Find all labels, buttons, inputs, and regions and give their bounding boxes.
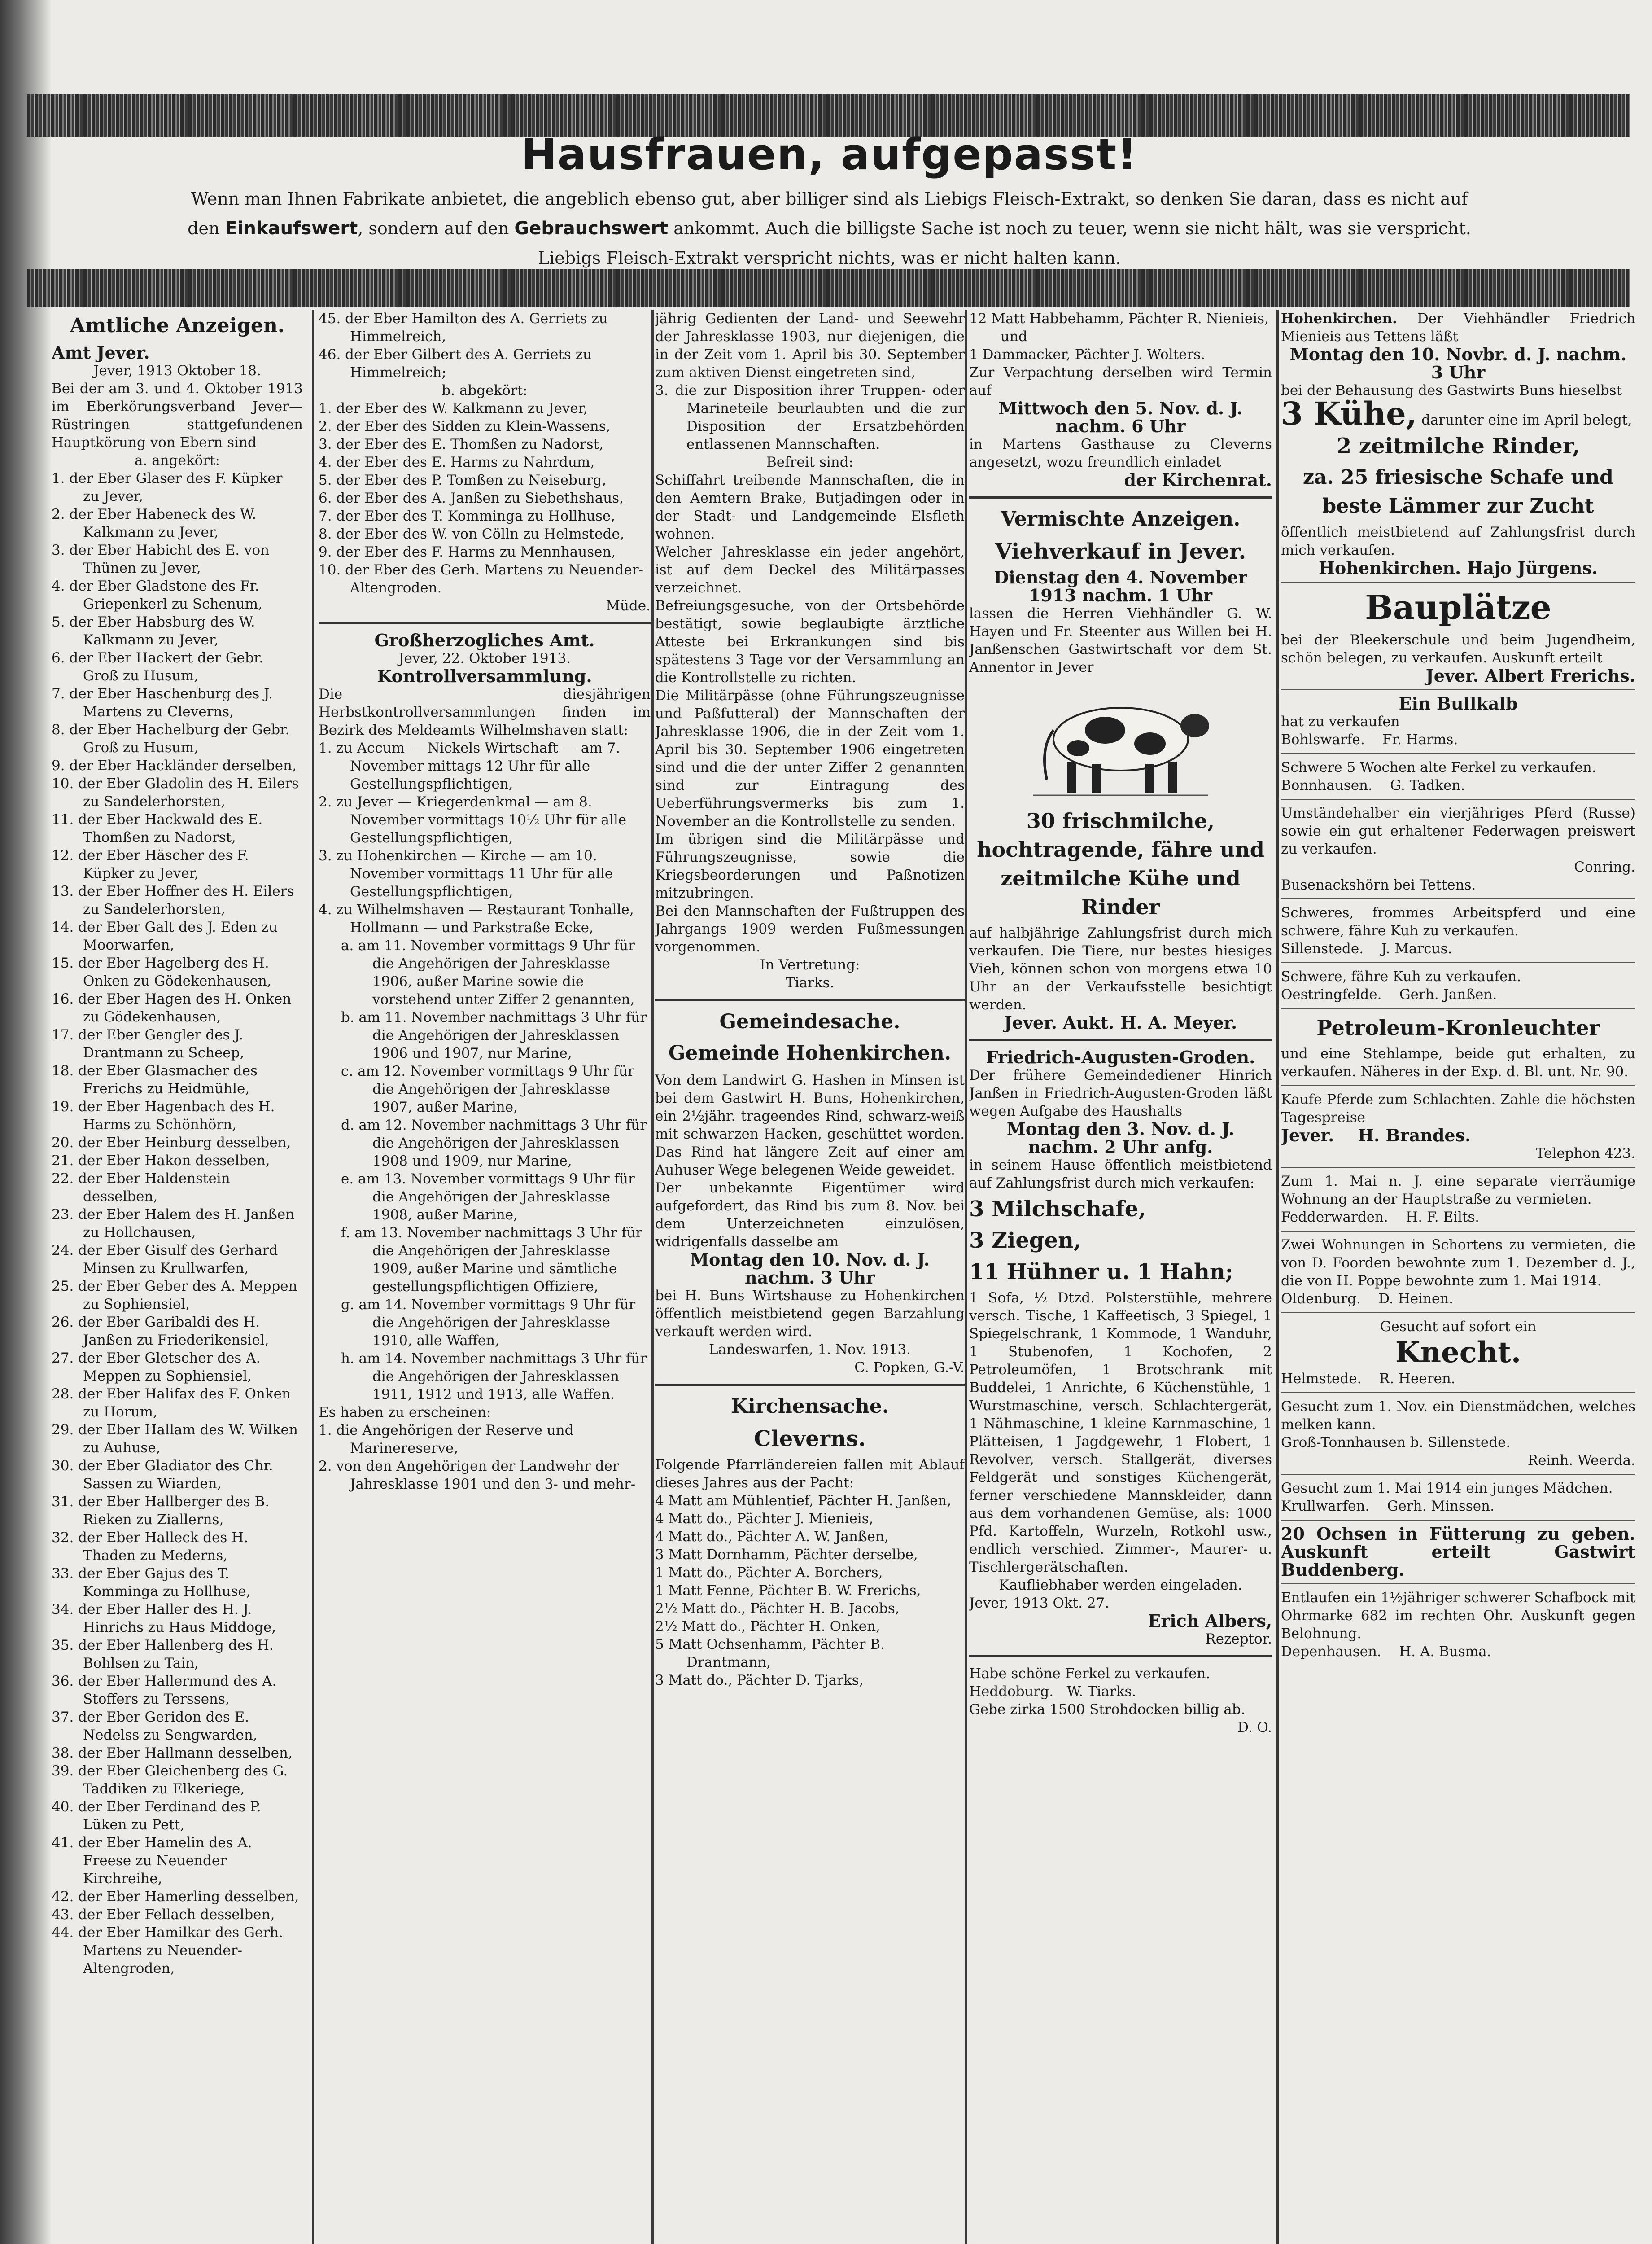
paragraph: Entlaufen ein 1½jähriger schwerer Schafbock mit Ohrmarke 682 im rechten Ohr. Auskunft gegen Belohnung. xyxy=(1281,1590,1635,1642)
list-item: 35. der Eber Hallenberg des H. Bohlsen zu Tain, xyxy=(52,1637,274,1671)
separator xyxy=(1281,753,1635,754)
signature: Jever. Aukt. H. A. Meyer. xyxy=(1004,1012,1237,1033)
section-heading: Vermischte Anzeigen. xyxy=(1001,508,1241,530)
list-item: 34. der Eber Haller des H. J. Hinrichs zu Haus Middoge, xyxy=(52,1601,276,1635)
separator xyxy=(1281,898,1635,899)
paragraph: Gebe zirka 1500 Strohdocken billig ab. xyxy=(969,1701,1246,1718)
section-heading: Amtliche Anzeigen. xyxy=(70,314,285,337)
list-item: 4. zu Wilhelmshaven — Restaurant Tonhalle, Hollmann — und Parkstraße Ecke, xyxy=(319,902,634,936)
paragraph: bei H. Buns Wirtshause zu Hohenkirchen öffentlich meistbietend gegen Barzahlung verkauft werden wird. xyxy=(655,1288,965,1340)
event-date: Montag den 10. Novbr. d. J. nachm. 3 Uhr xyxy=(1289,344,1627,382)
ad-title: 20 Ochsen in Fütterung zu geben. Auskunft erteilt Gastwirt Buddenberg. xyxy=(1281,1524,1635,1580)
column-rule xyxy=(965,310,967,2244)
sub-heading: a. angekört: xyxy=(135,452,220,469)
paragraph: Zum 1. Mai n. J. eine separate vierräumige Wohnung an der Hauptstraße zu vermieten. xyxy=(1281,1173,1635,1207)
signature: Tiarks. xyxy=(785,975,835,991)
list-item: 1. der Eber Glaser des F. Küpker zu Jever, xyxy=(52,470,283,504)
ad-line-2: den Einkaufswert, sondern auf den Gebrauchswert ankommt. Auch die billigste Sache ist noch zu teuer, wenn sie nicht hält, was sie verspricht. xyxy=(188,218,1471,239)
section-heading: Kirchensache. xyxy=(730,1395,889,1418)
paragraph: Kaufe Pferde zum Schlachten. Zahle die höchsten Tagespreise xyxy=(1281,1091,1635,1126)
list-item: 20. der Eber Heinburg desselben, xyxy=(52,1135,291,1151)
list-item: 7. der Eber Haschenburg des J. Martens zu Cleverns, xyxy=(52,686,273,720)
list-item: 36. der Eber Hallermund des A. Stoffers zu Terssens, xyxy=(52,1673,277,1707)
event-date: Mittwoch den 5. Nov. d. J. nachm. 6 Uhr xyxy=(998,398,1243,436)
separator xyxy=(655,999,965,1001)
separator xyxy=(1281,582,1635,583)
paragraph: öffentlich meistbietend auf Zahlungsfrist durch mich verkaufen. xyxy=(1281,524,1635,558)
place-signature: Oldenburg. D. Heinen. xyxy=(1281,1291,1454,1307)
list-item: 40. der Eber Ferdinand des P. Lüken zu Pett, xyxy=(52,1799,261,1833)
list-item: 3. der Eber des E. Thomßen zu Nadorst, xyxy=(319,436,603,452)
paragraph: Der frühere Gemeindediener Hinrich Janßen in Friedrich-Augusten-Groden läßt wegen Aufgabe des Haushalts xyxy=(969,1067,1272,1119)
office-name: Amt Jever. xyxy=(52,342,150,363)
list-item: b. am 11. November nachmittags 3 Uhr für die Angehörigen der Jahresklassen 1906 und 1907, nur Marine, xyxy=(341,1009,647,1061)
paragraph: Befreiungsgesuche, von der Ortsbehörde bestätigt, sowie beglaubigte ärztliche Atteste bei Erkrankungen sind bis spätestens 3 Tage vor der Versammlung an die Kontrollstelle zu richten. xyxy=(655,598,965,686)
paragraph: in Martens Gasthause zu Cleverns angesetzt, wozu freundlich einladet xyxy=(969,436,1272,470)
place-heading: Friedrich-Augusten-Groden. xyxy=(986,1047,1255,1067)
ad-title: Bauplätze xyxy=(1365,588,1551,627)
separator xyxy=(1281,799,1635,800)
list-item: 3. zu Hohenkirchen — Kirche — am 10. November vormittags 11 Uhr für alle Gestellungspflichtigen, xyxy=(319,848,613,900)
paragraph: Im übrigen sind die Militärpässe und Führungszeugnisse, sowie die Kriegsbeorderungen und Paßnotizen mitzubringen. xyxy=(655,831,965,901)
list-item: h. am 14. November nachmittags 3 Uhr für die Angehörigen der Jahresklassen 1911, 1912 und 1913, alle Waffen. xyxy=(341,1350,647,1402)
column-1 xyxy=(52,310,303,2244)
notice-date: Jever, 1913 Oktober 18. xyxy=(93,363,261,379)
notice-intro: Bei der am 3. und 4. Oktober 1913 im Eberkörungsverband Jever—Rüstringen stattgefundenen Hauptkörung von Ebern sind xyxy=(52,381,303,451)
ad-title-line: 3 Kühe, darunter eine im April belegt, xyxy=(1281,395,1632,432)
list-item: 8. der Eber des W. von Cölln zu Helmstede, xyxy=(319,526,625,542)
column-5 xyxy=(1281,310,1635,2244)
paragraph: Folgende Pfarrländereien fallen mit Ablauf dieses Jahres aus der Pacht: xyxy=(655,1457,965,1491)
paragraph: Gesucht zum 1. Nov. ein Dienstmädchen, welches melken kann. xyxy=(1281,1398,1635,1433)
separator xyxy=(1281,1583,1635,1584)
list-item: 1 Matt do., Pächter A. Borchers, xyxy=(655,1565,883,1581)
list-item: 3. der Eber Habicht des E. von Thünen zu Jever, xyxy=(52,542,270,576)
separator xyxy=(1281,1312,1635,1313)
list-item: 1 Matt Fenne, Pächter B. W. Frerichs, xyxy=(655,1582,921,1599)
column-rule xyxy=(312,310,314,2244)
list-item: 12. der Eber Häscher des F. Küpker zu Jever, xyxy=(52,847,249,881)
separator xyxy=(969,496,1272,499)
signature: der Kirchenrat. xyxy=(1124,470,1272,490)
list-item: 17. der Eber Gengler des J. Drantmann zu Scheep, xyxy=(52,1027,245,1061)
event-date: Dienstag den 4. November 1913 nachm. 1 Uhr xyxy=(994,567,1247,605)
list-item: 10. der Eber des Gerh. Martens zu Neuender-Altengroden. xyxy=(319,562,644,596)
place-signature: Fedderwarden. H. F. Eilts. xyxy=(1281,1209,1480,1225)
notice-date: Jever, 22. Oktober 1913. xyxy=(398,650,571,666)
list-item: 31. der Eber Hallberger des B. Rieken zu Ziallerns, xyxy=(52,1494,270,1528)
column-rule xyxy=(651,310,654,2244)
bottom-ornament-band xyxy=(27,269,1630,307)
list-item: 2. von den Angehörigen der Landwehr der Jahresklasse 1901 und den 3- und mehr- xyxy=(319,1458,636,1492)
meeting-places xyxy=(319,739,651,937)
column-rule xyxy=(1276,310,1279,2244)
list-item: 4 Matt am Mühlentief, Pächter H. Janßen, xyxy=(655,1493,952,1509)
signature: Erich Albers, xyxy=(1148,1611,1272,1631)
land-list xyxy=(655,1492,965,1689)
list-item: 45. der Eber Hamilton des A. Gerriets zu Himmelreich, xyxy=(319,311,608,345)
ad-title: 11 Hühner u. 1 Hahn; xyxy=(969,1259,1233,1284)
list-item: 6. der Eber des A. Janßen zu Siebethshaus, xyxy=(319,490,624,506)
paragraph: bei der Bleekerschule und beim Jugendheim, schön belegen, zu verkaufen. Auskunft erteilt xyxy=(1281,632,1635,666)
paragraph: und eine Stehlampe, beide gut erhalten, zu verkaufen. Näheres in der Exp. d. Bl. unt. Nr. 90. xyxy=(1281,1046,1635,1080)
paragraph: Schwere 5 Wochen alte Ferkel zu verkaufen. xyxy=(1281,759,1596,776)
ad-body xyxy=(83,184,1576,273)
ad-title: Petroleum-Kronleuchter xyxy=(1316,1016,1600,1040)
telephone: Telephon 423. xyxy=(1535,1145,1635,1161)
section-heading: Gemeindesache. xyxy=(719,1010,900,1033)
separator xyxy=(969,1655,1272,1657)
list-item: 3 Matt do., Pächter D. Tjarks, xyxy=(655,1672,864,1688)
paragraph: Schweres, frommes Arbeitspferd und eine schwere, fähre Kuh zu verkaufen. xyxy=(1281,905,1635,939)
list-item: 22. der Eber Haldenstein desselben, xyxy=(52,1170,230,1205)
list-item: 26. der Eber Garibaldi des H. Janßen zu Friederikensiel, xyxy=(52,1314,269,1348)
separator xyxy=(655,1384,965,1386)
attendance-heading: Es haben zu erscheinen: xyxy=(319,1404,491,1420)
place-signature: Bohlswarfe. Fr. Harms. xyxy=(1281,732,1458,748)
ad-title: 3 Milchschafe, xyxy=(969,1197,1146,1222)
list-item: 6. der Eber Hackert der Gebr. Groß zu Husum, xyxy=(52,650,264,684)
paragraph: Gesucht zum 1. Mai 1914 ein junges Mädchen. xyxy=(1281,1480,1613,1496)
paragraph: Umständehalber ein vierjähriges Pferd (Russe) sowie ein gut erhaltener Federwagen preiswert zu verkaufen. xyxy=(1281,805,1635,857)
list-item: 37. der Eber Geridon des E. Nedelss zu Sengwarden, xyxy=(52,1709,258,1743)
list-item: 25. der Eber Geber des A. Meppen zu Sophiensiel, xyxy=(52,1278,297,1312)
list-item: 42. der Eber Hamerling desselben, xyxy=(52,1889,299,1905)
list-item: 3 Matt Dornhamm, Pächter derselbe, xyxy=(655,1547,918,1563)
signature: C. Popken, G.-V. xyxy=(854,1359,965,1376)
sub-heading: b. abgekört: xyxy=(441,382,528,399)
place-signature: Oestringfelde. Gerh. Janßen. xyxy=(1281,986,1497,1003)
paragraph: Schwere, fähre Kuh zu verkaufen. xyxy=(1281,969,1521,985)
separator xyxy=(1281,1474,1635,1475)
separator xyxy=(1281,1520,1635,1521)
boar-list-continued xyxy=(319,310,651,381)
list-item: 1. die Angehörigen der Reserve und Marinereserve, xyxy=(319,1422,574,1456)
event-date: Montag den 3. Nov. d. J. nachm. 2 Uhr anfg. xyxy=(1006,1119,1235,1157)
separator xyxy=(1281,1008,1635,1009)
separator xyxy=(1281,1231,1635,1232)
list-item: 4 Matt do., Pächter A. W. Janßen, xyxy=(655,1529,889,1545)
list-item: 21. der Eber Hakon desselben, xyxy=(52,1153,270,1169)
paragraph: auf halbjährige Zahlungsfrist durch mich verkaufen. Die Tiere, nur bestes hiesiges Vieh, können schon von morgens etwa 10 Uhr an der Verkaufsstelle besichtigt werden. xyxy=(969,925,1272,1013)
list-item: 46. der Eber Gilbert des A. Gerriets zu Himmelreich; xyxy=(319,346,592,381)
list-item: 1. der Eber des W. Kalkmann zu Jever, xyxy=(319,400,588,416)
sub-heading: Befreit sind: xyxy=(766,454,854,470)
place-date: Landeswarfen, 1. Nov. 1913. xyxy=(709,1341,911,1358)
list-item: 2. zu Jever — Kriegerdenkmal — am 8. November vormittags 10½ Uhr für alle Gestellungspflichtigen, xyxy=(319,794,627,846)
list-item: 43. der Eber Fellach desselben, xyxy=(52,1907,275,1923)
ad-title: Knecht. xyxy=(1395,1336,1521,1369)
list-item: e. am 13. November vormittags 9 Uhr für die Angehörigen der Jahresklasse 1908, außer Marine, xyxy=(341,1171,635,1223)
list-item: d. am 12. November nachmittags 3 Uhr für die Angehörigen der Jahresklassen 1908 und 1909, nur Marine, xyxy=(341,1117,647,1169)
column-2 xyxy=(319,310,651,2244)
scan-gutter xyxy=(0,0,52,2244)
ad-headline: Hausfrauen, aufgepasst! xyxy=(521,130,1138,180)
list-item: 15. der Eber Hagelberg des H. Onken zu Gödekenhausen, xyxy=(52,955,271,989)
list-item: 30. der Eber Gladiator des Chr. Sassen zu Wiarden, xyxy=(52,1458,273,1492)
list-item: 5. der Eber des P. Tomßen zu Neiseburg, xyxy=(319,472,607,488)
paragraph: bei der Behausung des Gastwirts Buns hieselbst xyxy=(1281,382,1622,399)
list-item: 4 Matt do., Pächter J. Mienieis, xyxy=(655,1511,874,1527)
list-item: c. am 12. November vormittags 9 Uhr für die Angehörigen der Jahresklasse 1907, außer Marine, xyxy=(341,1063,634,1115)
paragraph: lassen die Herren Viehhändler G. W. Hayen und Fr. Steenter aus Willen bei H. Janßenschen Gastwirtschaft vor dem St. Annentor in Jever xyxy=(969,605,1272,675)
paragraph: Kaufliebhaber werden eingeladen. xyxy=(999,1577,1242,1593)
signature-title: Rezeptor. xyxy=(1205,1631,1272,1647)
list-item: 16. der Eber Hagen des H. Onken zu Gödekenhausen, xyxy=(52,991,292,1025)
notice-title: Kontrollversammlung. xyxy=(377,666,592,686)
cow-illustration xyxy=(1024,681,1217,802)
paragraph: Zwei Wohnungen in Schortens zu vermieten, die von D. Foorden bewohnte zum 1. Dezember d. J., die von H. Poppe bewohnte zum 1. Mai 1914. xyxy=(1281,1237,1635,1289)
list-item: 1. zu Accum — Nickels Wirtschaft — am 7. November mittags 12 Uhr für alle Gestellungspflichtigen, xyxy=(319,740,621,792)
ad-title: za. 25 friesische Schafe und beste Lämmer zur Zucht xyxy=(1303,466,1613,517)
paragraph: Gesucht auf sofort ein xyxy=(1380,1319,1537,1335)
list-item: 4. der Eber des E. Harms zu Nahrdum, xyxy=(319,454,595,470)
list-item: 11. der Eber Hackwald des E. Thomßen zu Nadorst, xyxy=(52,811,263,846)
list-item: 29. der Eber Hallam des W. Wilken zu Auhuse, xyxy=(52,1422,298,1456)
list-item: 38. der Eber Hallmann desselben, xyxy=(52,1745,293,1761)
signature: Hohenkirchen. Hajo Jürgens. xyxy=(1319,558,1598,578)
notice-intro: Die diesjährigen Herbstkontrollversammlungen finden im Bezirk des Meldeamts Wilhelmshaven statt: xyxy=(319,686,651,738)
signature: D. O. xyxy=(1237,1719,1272,1736)
ad-title: 30 frischmilche, hochtragende, fähre und zeitmilche Kühe und Rinder xyxy=(977,809,1264,919)
list-item: 10. der Eber Gladolin des H. Eilers zu Sandelerhorsten, xyxy=(52,776,299,810)
sub-section-heading: Cleverns. xyxy=(754,1426,866,1451)
boar-list xyxy=(52,469,303,1977)
ad-line-3: Liebigs Fleisch-Extrakt verspricht nichts, was er nicht halten kann. xyxy=(538,248,1121,268)
paragraph: hat zu verkaufen xyxy=(1281,714,1400,730)
place-signature: Jever. H. Brandes. xyxy=(1281,1125,1471,1145)
list-item: 13. der Eber Hoffner des H. Eilers zu Sandelerhorsten, xyxy=(52,883,294,917)
ad-line-1: Wenn man Ihnen Fabrikate anbietet, die angeblich ebenso gut, aber billiger sind als Liebigs Fleisch-Extrakt, so denken Sie daran, dass es nicht auf xyxy=(191,189,1468,209)
list-item: 1 Dammacker, Pächter J. Wolters. xyxy=(969,346,1206,363)
list-item: f. am 13. November nachmittags 3 Uhr für die Angehörigen der Jahresklasse 1909, außer Marine und sämtliche gestellungspflichtigen Offiziere, xyxy=(341,1225,642,1295)
list-item: 2½ Matt do., Pächter H. Onken, xyxy=(655,1618,880,1635)
signature: Conring. xyxy=(1574,859,1635,875)
list-item: 32. der Eber Halleck des H. Thaden zu Mederns, xyxy=(52,1530,249,1564)
list-item: 33. der Eber Gajus des T. Komminga zu Hollhuse, xyxy=(52,1565,251,1600)
list-item: 5. der Eber Habsburg des W. Kalkmann zu Jever, xyxy=(52,614,255,648)
separator xyxy=(1281,1085,1635,1086)
attendance-list xyxy=(319,1421,651,1493)
place-signature: Krullwarfen. Gerh. Minssen. xyxy=(1281,1498,1495,1514)
paragraph: Von dem Landwirt G. Hashen in Minsen ist bei dem Gastwirt H. Buns, Hohenkirchen, ein 2½jähr. trageendes Rind, schwarz-weiß mit schwarzen Hacken, geschüttet worden. Das Rind hat längere Zeit auf einer am Auhuser Wege belegenen Weide geweidet. xyxy=(655,1072,965,1178)
place: Groß-Tonnhausen b. Sillenstede. xyxy=(1281,1434,1511,1451)
meeting-times xyxy=(319,937,651,1403)
place-signature: Helmstede. R. Heeren. xyxy=(1281,1371,1455,1387)
paragraph: Zur Verpachtung derselben wird Termin auf xyxy=(969,364,1272,399)
list-item: 8. der Eber Hachelburg der Gebr. Groß zu Husum, xyxy=(52,722,290,756)
place-date: Jever, 1913 Okt. 27. xyxy=(969,1595,1110,1611)
list-item: 18. der Eber Glasmacher des Frerichs zu Heidmühle, xyxy=(52,1063,258,1097)
ad-title: 3 Ziegen, xyxy=(969,1228,1081,1253)
paragraph: Welcher Jahresklasse ein jeder angehört, ist auf dem Deckel des Militärpasses verzeichnet. xyxy=(655,544,965,596)
list-item: 7. der Eber des T. Komminga zu Hollhuse, xyxy=(319,508,616,524)
ad-title: Viehverkauf in Jever. xyxy=(995,539,1246,564)
list-item: 39. der Eber Gleichenberg des G. Taddiken zu Elkeriege, xyxy=(52,1763,288,1797)
paragraph: Bei den Mannschaften der Fußtruppen des Jahrgangs 1909 werden Fußmessungen vorgenommen. xyxy=(655,903,965,955)
rejected-boar-list xyxy=(319,399,651,597)
list-item: 44. der Eber Hamilkar des Gerh. Martens zu Neuender-Altengroden, xyxy=(52,1924,283,1977)
paragraph: Hohenkirchen. Der Viehhändler Friedrich Mienieis aus Tettens läßt xyxy=(1281,311,1635,345)
place-signature: Depenhausen. H. A. Busma. xyxy=(1281,1644,1491,1660)
signature: Müde. xyxy=(606,598,651,614)
list-item: 2½ Matt do., Pächter H. B. Jacobs, xyxy=(655,1600,900,1617)
list-item: g. am 14. November vormittags 9 Uhr für die Angehörigen der Jahresklasse 1910, alle Waffen, xyxy=(341,1297,636,1349)
paragraph: in seinem Hause öffentlich meistbietend auf Zahlungsfrist durch mich verkaufen: xyxy=(969,1157,1272,1191)
list-item: 9. der Eber Hackländer derselben, xyxy=(52,758,297,774)
ad-title: Ein Bullkalb xyxy=(1399,693,1518,714)
list-item: 9. der Eber des F. Harms zu Mennhausen, xyxy=(319,544,616,560)
list-item: 24. der Eber Gisulf des Gerhard Minsen zu Krullwarfen, xyxy=(52,1242,278,1276)
column-4 xyxy=(969,310,1272,2244)
paragraph: jährig Gedienten der Land- und Seewehr der Jahresklasse 1903, nur diejenigen, die in der Zeit vom 1. April bis 30. September zum aktiven Dienst eingetreten sind, xyxy=(655,311,965,381)
signature-label: In Vertretung: xyxy=(760,957,860,973)
paragraph: Schiffahrt treibende Mannschaften, die in den Aemtern Brake, Butjadingen oder in der Stadt- und Landgemeinde Elsfleth wohnen. xyxy=(655,472,965,542)
paragraph: Der unbekannte Eigentümer wird aufgefordert, das Rind bis zum 8. Nov. bei dem Unterzeichneten einzulösen, widrigenfalls dasselbe am xyxy=(655,1180,965,1250)
ad-title: 2 zeitmilche Rinder, xyxy=(1336,434,1580,459)
column-3 xyxy=(655,310,965,2244)
signature: Reinh. Weerda. xyxy=(1527,1452,1635,1468)
signature: Jever. Albert Frerichs. xyxy=(1425,666,1635,686)
sub-section-heading: Gemeinde Hohenkirchen. xyxy=(668,1042,952,1065)
place-signature: Bonnhausen. G. Tadken. xyxy=(1281,777,1465,793)
separator xyxy=(1281,689,1635,690)
newspaper-page xyxy=(52,0,1652,2244)
list-item: 28. der Eber Halifax des F. Onken zu Horum, xyxy=(52,1386,291,1420)
list-item: 23. der Eber Halem des H. Janßen zu Hollchausen, xyxy=(52,1206,295,1240)
list-item: 2. der Eber Habeneck des W. Kalkmann zu Jever, xyxy=(52,506,257,540)
separator xyxy=(969,1039,1272,1041)
place-signature: Heddoburg. W. Tiarks. xyxy=(969,1683,1136,1700)
list-item: 12 Matt Habbehamm, Pächter R. Nienieis, und xyxy=(969,311,1269,345)
paragraph: Die Militärpässe (ohne Führungszeugnisse und Paßfutteral) der Mannschaften der Jahresklasse 1906, die in der Zeit vom 1. April bis 30. September 1906 eingetreten sind und die der unter Ziffer 2 genannten sind zur Eintragung des Ueberführungsvermerks bis zum 1. November an die Kontrollstelle zu senden. xyxy=(655,688,965,829)
paragraph: 3. die zur Disposition ihrer Truppen- oder Marineteile beurlaubten und die zur Disposition der Ersatzbehörden entlassenen Mannschaften. xyxy=(655,382,965,452)
separator xyxy=(1281,1392,1635,1393)
paragraph: Habe schöne Ferkel zu verkaufen. xyxy=(969,1665,1211,1682)
separator xyxy=(1281,1167,1635,1168)
separator xyxy=(1281,962,1635,963)
place: Busenackshörn bei Tettens. xyxy=(1281,877,1476,893)
list-item: 14. der Eber Galt des J. Eden zu Moorwarfen, xyxy=(52,919,278,953)
list-item: 5 Matt Ochsenhamm, Pächter B. Drantmann, xyxy=(655,1636,885,1670)
paragraph: 1 Sofa, ½ Dtzd. Polsterstühle, mehrere versch. Tische, 1 Kaffeetisch, 3 Spiegel, 1 Spiegelschrank, 1 Kommode, 1 Wanduhr, 1 Stubenofen, 1 Kochofen, 2 Petroleumöfen, 1 Brotschrank mit Buddelei, 1 Anrichte, 6 Küchenstühle, 1 Wurstmaschine, versch. Schlachtergerät, 1 Nähmaschine, 1 kleine Karnmaschine, 1 Plätteisen, 1 Jagdgewehr, 1 Flobert, 1 Revolver, versch. Stallgerät, diverses Feldgerät und sonstiges Küchengerät, ferner verschiedene Mannskleider, dann aus dem vorhandenen Gemüse, als: 1000 Pfd. Kartoffeln, Wurzeln, Rotkohl usw., endlich verschied. Zimmer-, Maurer- u. Tischlergerätschaften. xyxy=(969,1290,1272,1575)
list-item: 2. der Eber des Sidden zu Klein-Wassens, xyxy=(319,418,611,434)
separator xyxy=(319,622,651,624)
auction-date: Montag den 10. Nov. d. J. nachm. 3 Uhr xyxy=(690,1249,930,1288)
list-item: 27. der Eber Gletscher des A. Meppen zu Sophiensiel, xyxy=(52,1350,261,1384)
place-signature: Sillenstede. J. Marcus. xyxy=(1281,941,1452,957)
list-item: 4. der Eber Gladstone des Fr. Griepenkerl zu Schenum, xyxy=(52,578,262,612)
list-item: 19. der Eber Hagenbach des H. Harms zu Schönhörn, xyxy=(52,1099,275,1133)
office-name: Großherzogliches Amt. xyxy=(374,630,595,650)
list-item: 41. der Eber Hamelin des A. Freese zu Neuender Kirchreihe, xyxy=(52,1835,252,1887)
list-item: a. am 11. November vormittags 9 Uhr für die Angehörigen der Jahresklasse 1906, außer Marine sowie die vorstehend unter Ziffer 2 genannten, xyxy=(341,938,635,1008)
land-list-continued xyxy=(969,310,1272,364)
